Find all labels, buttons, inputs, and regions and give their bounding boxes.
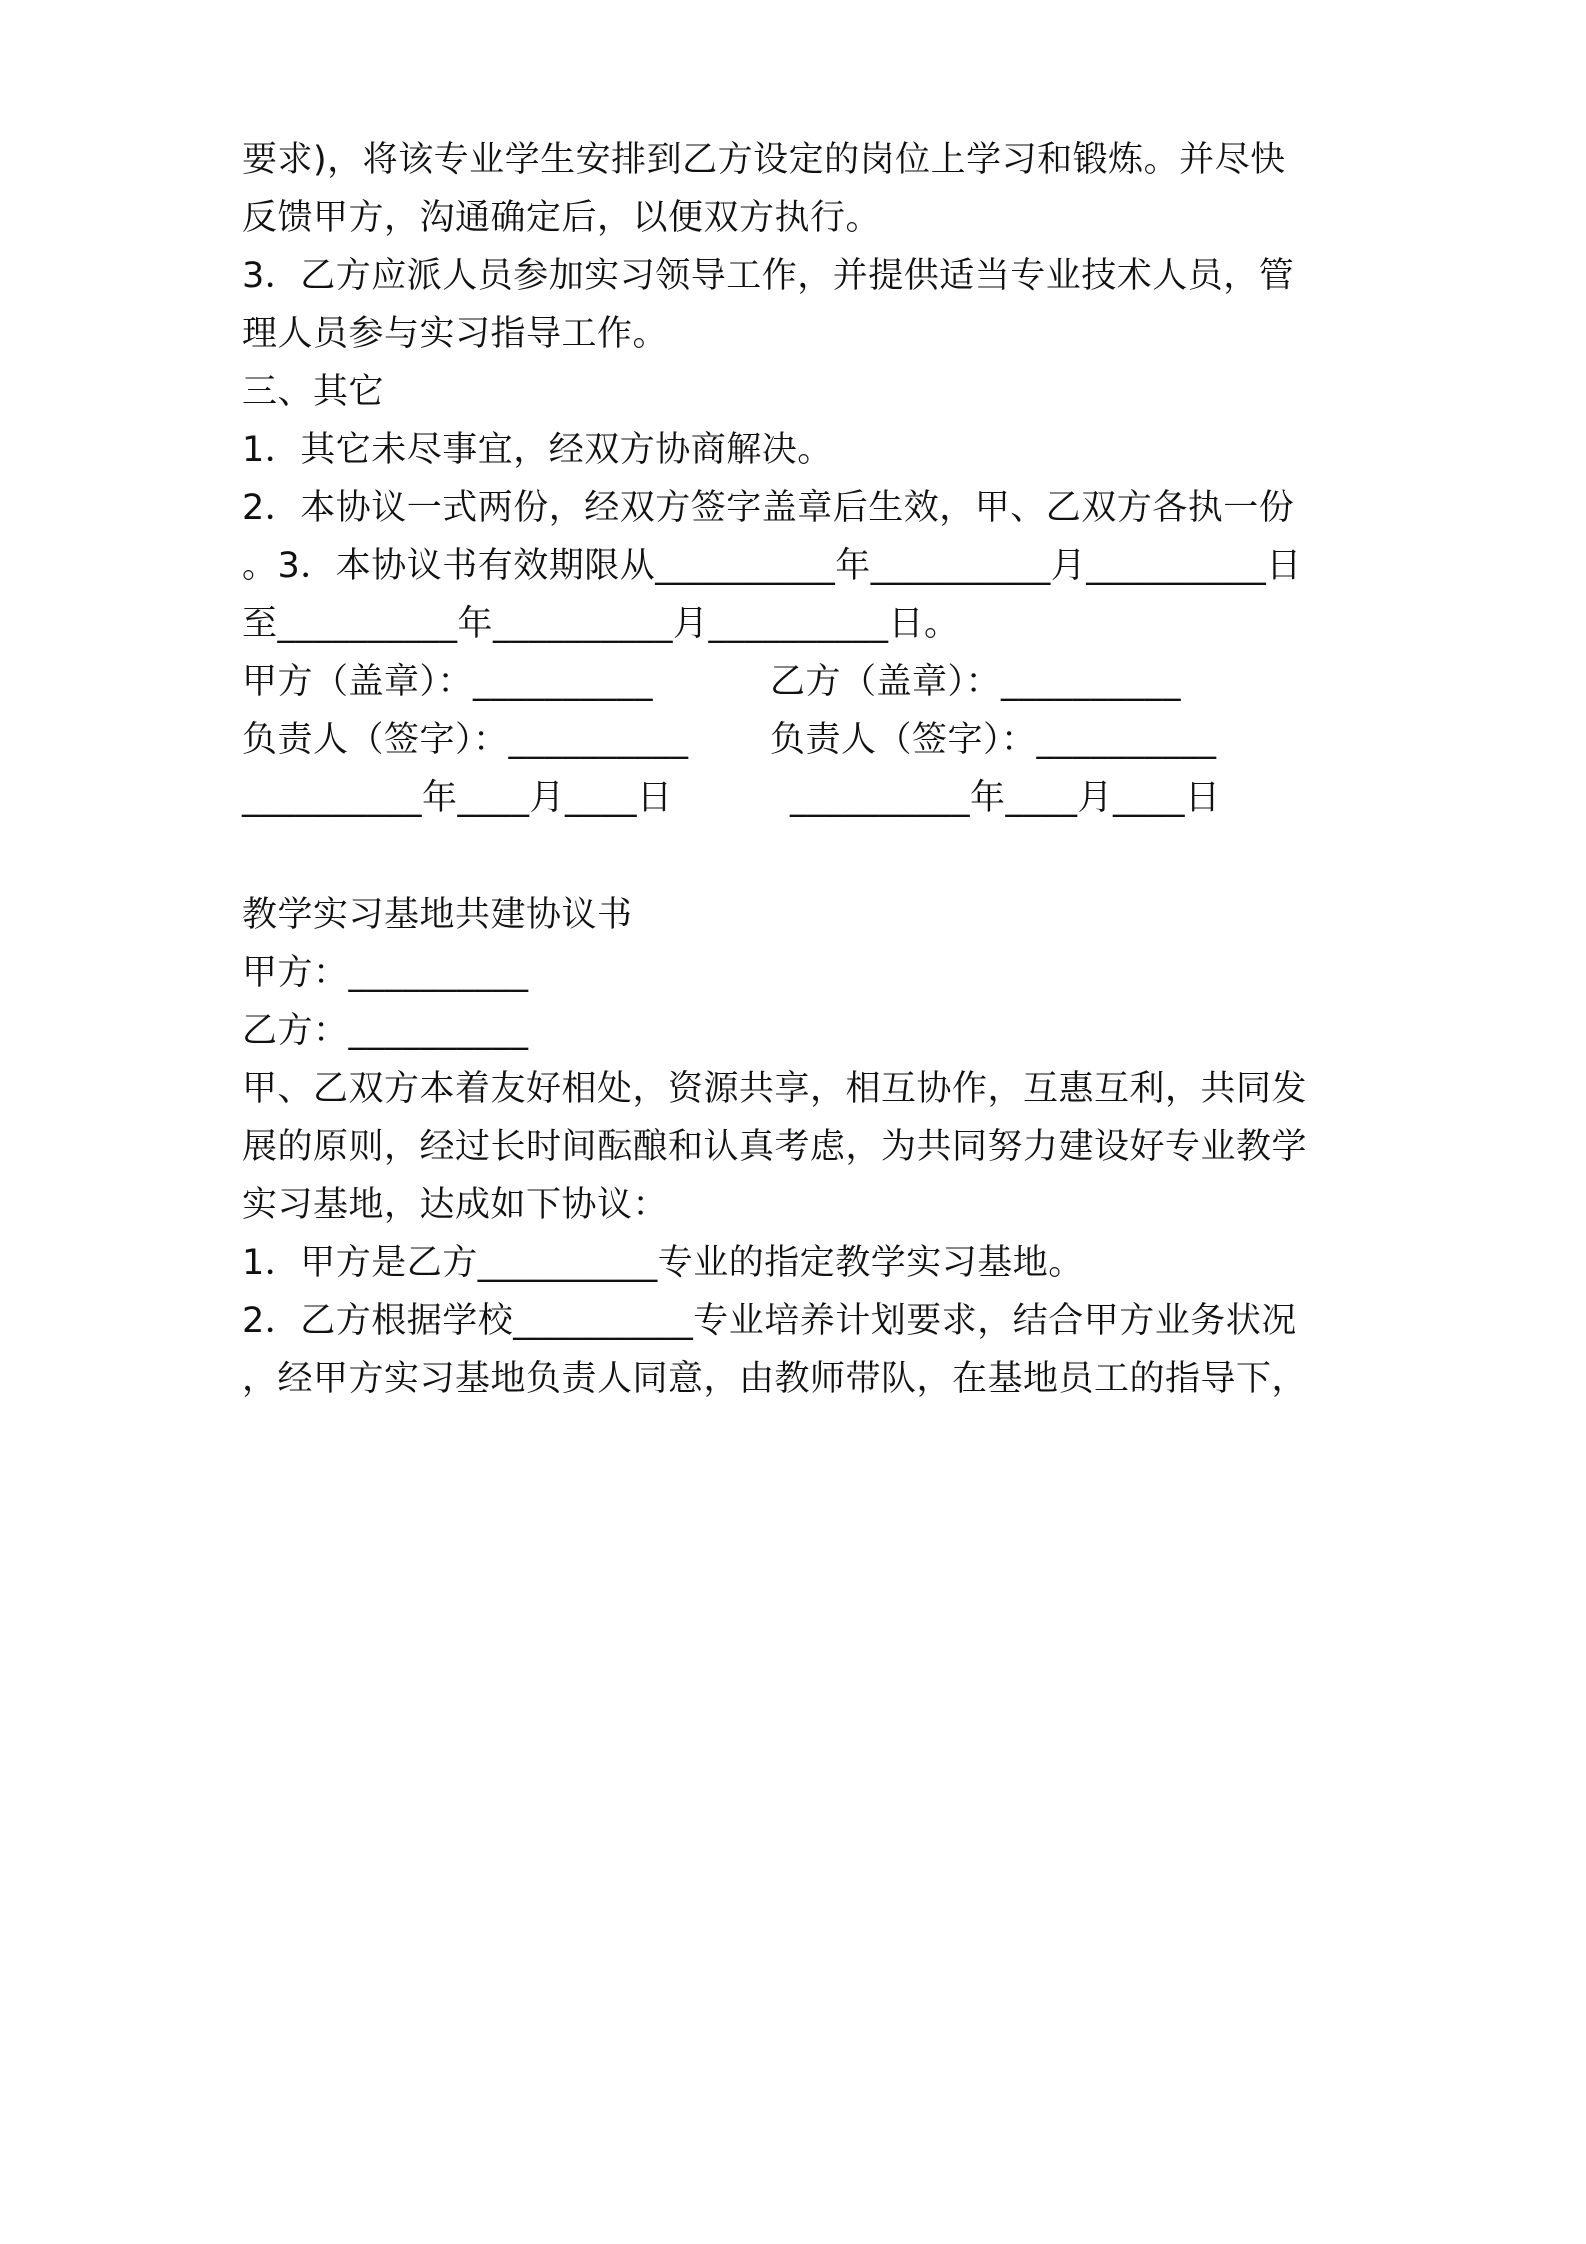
party-a-seal: 甲方（盖章）：__________ (242, 662, 654, 702)
clause-line: ，经甲方实习基地负责人同意，由教师带队，在基地员工的指导下， (242, 1359, 1308, 1399)
text-line: 。3．本协议书有效期限从__________年__________月__________日 (242, 546, 1302, 586)
text-line: 理人员参与实习指导工作。 (242, 314, 669, 354)
party-b-seal: 乙方（盖章）：__________ (770, 662, 1182, 702)
paragraph-line: 甲、乙双方本着友好相处，资源共享，相互协作，互惠互利，共同发 (242, 1069, 1308, 1109)
text-line: 至__________年__________月__________日。 (242, 604, 960, 644)
paragraph-line: 展的原则，经过长时间酝酿和认真考虑，为共同努力建设好专业教学 (242, 1127, 1308, 1167)
text-line: 反馈甲方，沟通确定后，以便双方执行。 (242, 198, 882, 238)
party-a-signer: 负责人（签字）：__________ (242, 720, 689, 760)
clause-line: 1．甲方是乙方__________专业的指定教学实习基地。 (242, 1243, 1084, 1283)
text-line: 3．乙方应派人员参加实习领导工作，并提供适当专业技术人员，管 (242, 256, 1295, 296)
paragraph-line: 实习基地，达成如下协议： (242, 1185, 669, 1225)
section-heading: 三、其它 (242, 372, 385, 412)
party-b-signer: 负责人（签字）：__________ (770, 720, 1217, 760)
party-b-date: __________年____月____日 (790, 778, 1221, 818)
party-b-field: 乙方：__________ (242, 1011, 529, 1051)
text-line: 1．其它未尽事宜，经双方协商解决。 (242, 430, 833, 470)
agreement-title: 教学实习基地共建协议书 (242, 895, 633, 935)
party-a-date: __________年____月____日 (242, 778, 673, 818)
party-a-field: 甲方：__________ (242, 953, 529, 993)
clause-line: 2．乙方根据学校__________专业培养计划要求，结合甲方业务状况 (242, 1301, 1297, 1341)
text-line: 2．本协议一式两份，经双方签字盖章后生效，甲、乙双方各执一份 (242, 488, 1295, 528)
text-line: 要求)，将该专业学生安排到乙方设定的岗位上学习和锻炼。并尽快 (242, 140, 1286, 180)
